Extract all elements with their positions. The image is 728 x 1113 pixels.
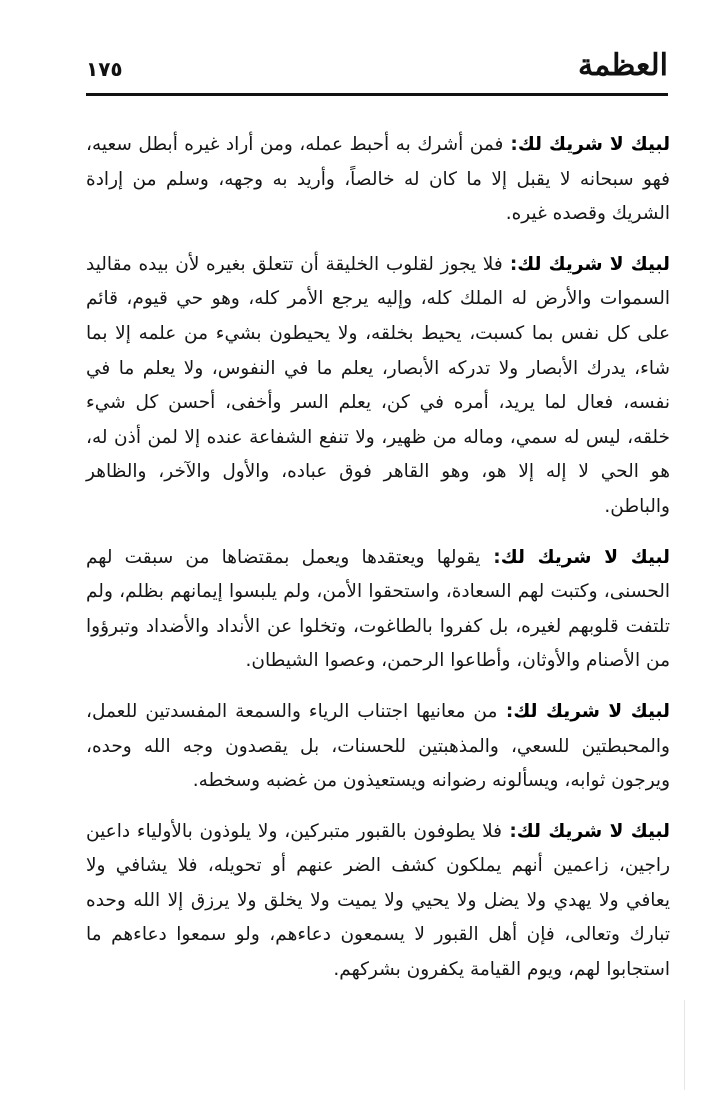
paragraph bbox=[86, 248, 670, 525]
paragraph-lead: لبيك لا شريك لك bbox=[516, 820, 670, 842]
body-text bbox=[86, 128, 670, 1004]
paragraph-text: من معانيها اجتناب الرياء والسمعة المفسدتين للعمل، والمحبطتين للسعي، والمذهبتين للحسنات، بل يقصدون وجه الله وحده، ويرجون ثوابه، ويسألونه رضوانه ويستعيذون من غضبه وسخطه. bbox=[86, 700, 670, 792]
paragraph bbox=[86, 128, 670, 232]
paragraph-lead: لبيك لا شريك لك bbox=[517, 134, 671, 155]
scan-edge-line bbox=[684, 1000, 685, 1090]
paragraph-text: فلا يطوفون بالقبور متبركين، ولا يلوذون بالأولياء داعين راجين، زاعمين أنهم يملكون كشف الضر عنهم أو تحويله، فلا يشافي ولا يعافي ولا يهدي ولا يضل ولا يحيي ولا يميت ولا يخلق ولا يرزق إلا الله وحده تبارك وتعالى، فإن أهل القبور لا يسمعون دعاءهم، ولو سمعوا دعاءهم ما استجابوا لهم، ويوم القيامة يكفرون بشركهم. bbox=[86, 820, 670, 981]
paragraph-text: فمن أشرك به أحبط عمله، ومن أراد غيره أبطل سعيه، فهو سبحانه لا يقبل إلا ما كان له خالصاً، وأريد به وجهه، وسلم من إرادة الشريك وقصده غيره. bbox=[86, 134, 670, 225]
paragraph-text: فلا يجوز لقلوب الخليقة أن تتعلق بغيره لأن بيده مقاليد السموات والأرض له الملك كله، وإليه يرجع الأمر كله، وهو حي قيوم، قائم على كل نفس بما كسبت، يحيط بخلقه، ولا يحيطون بشيء من علمه إلا بما شاء، يدرك الأبصار ولا تدركه الأبصار، يعلم ما في النفوس، ولا يعلم ما في نفسه، فعال لما يريد، أمره في كن، يعلم السر وأخفى، أحسن كل شيء خلقه، ليس له سمي، وماله من ظهير، ولا تنفع الشفاعة عنده إلا لمن أذن له، هو الحي لا إله إلا هو، وهو القاهر فوق عباده، والأول والآخر، والظاهر والباطن. bbox=[86, 253, 670, 517]
lead-separator: : bbox=[502, 253, 518, 275]
page-number: ١٧٥ bbox=[86, 57, 123, 81]
lead-separator: : bbox=[502, 820, 517, 842]
paragraph-lead: لبيك لا شريك لك bbox=[500, 546, 671, 568]
paragraph bbox=[86, 541, 670, 679]
paragraph-lead: لبيك لا شريك لك bbox=[513, 700, 671, 722]
paragraph-text: يقولها ويعتقدها ويعمل بمقتضاها من سبقت لهم الحسنى، وكتبت لهم السعادة، واستحقوا الأمن، ولم يلبسوا إيمانهم بظلم، ولم تلتفت قلوبهم لغيره، بل كفروا بالطاغوت، وتخلوا عن الأنداد والأضداد وتبرؤوا من الأصنام والأوثان، وأطاعوا الرحمن، وعصوا الشيطان. bbox=[86, 546, 670, 672]
header-title: العظمة bbox=[578, 48, 668, 83]
paragraph bbox=[86, 695, 670, 799]
paragraph bbox=[86, 815, 670, 988]
lead-separator: : bbox=[497, 700, 514, 722]
running-header bbox=[86, 44, 668, 96]
header-rule bbox=[86, 93, 668, 96]
lead-separator: : bbox=[503, 134, 518, 155]
paragraph-lead: لبيك لا شريك لك bbox=[517, 253, 670, 275]
lead-separator: : bbox=[480, 546, 501, 568]
